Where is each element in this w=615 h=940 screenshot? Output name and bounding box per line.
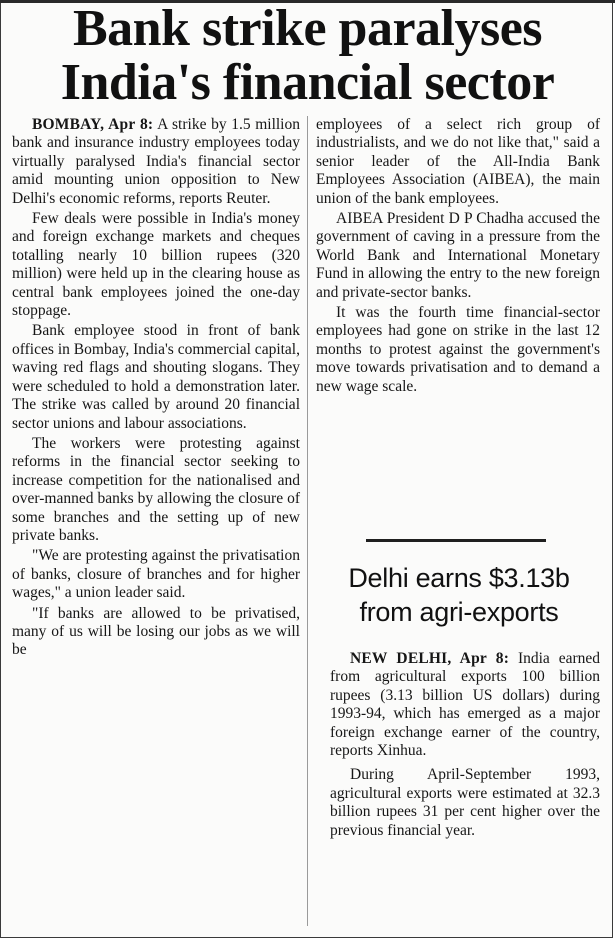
second-article-paragraph-2: During April-September 1993, agricultural exports were estimated at 32.3 billion rupees 31 per cent higher over the previous financial year. (330, 766, 600, 839)
main-article-paragraph-3: Bank employee stood in front of bank offices in Bombay, India's commercial capital, waving red flags and shouting slogans. They were scheduled to hold a demonstration later. The strike was called by around 20 financial sector unions and labour associations. (12, 322, 300, 432)
main-article-column-2 (316, 116, 600, 398)
second-headline (318, 561, 600, 629)
main-headline (0, 2, 615, 110)
main-article-dateline: BOMBAY, Apr 8: (32, 116, 154, 133)
column-rule (307, 116, 308, 926)
main-article-paragraph-2: Few deals were possible in India's money and foreign exchange markets and cheques totalling nearly 10 billion rupees (320 million) were held up in the clearing house as central bank employees joined the one-day stoppage. (12, 210, 300, 320)
main-article-paragraph-6: "If banks are allowed to be privatised, many of us will be losing our jobs as we will be (12, 604, 300, 659)
main-article-paragraph-5: "We are protesting against the privatisation of banks, closure of branches and for higher wages," a union leader said. (12, 547, 300, 602)
second-article-dateline: NEW DELHI, Apr 8: (350, 650, 510, 667)
second-article-paragraph-1-text: India earned from agricultural exports 100 billion rupees (3.13 billion US dollars) during 1993-94, which has emerged as a major foreign exchange earner of the country, reports Xinhua. (330, 650, 600, 760)
second-article-paragraph-1 (330, 650, 600, 760)
main-article-paragraph-7: AIBEA President D P Chadha accused the government of caving in a pressure from the World Bank and International Monetary Fund in allowing the entry to the new foreign and private-sector banks. (316, 210, 600, 301)
main-article-paragraph-8: It was the fourth time financial-sector employees had gone on strike in the last 12 months to protest against the government's move towards privatisation and to demand a new wage scale. (316, 304, 600, 395)
main-article-paragraph-6-continued: employees of a select rich group of industrialists, and we do not like that," said a senior leader of the All-India Bank Employees Association (AIBEA), the main union of the bank employees. (316, 116, 600, 207)
main-headline-line-2: India's financial sector (60, 54, 555, 111)
main-article-paragraph-1-text: A strike by 1.5 million bank and insurance industry employees today virtually paralysed India's financial sector amid mounting union opposition to New Delhi's economic reforms, reports Reuter. (12, 116, 300, 207)
second-headline-line-1: Delhi earns $3.13b (348, 563, 570, 593)
main-article-paragraph-4: The workers were protesting against reforms in the financial sector seeking to increase competition for the nationalised and over-manned banks by allowing the closure of some branches and the setting up of new private banks. (12, 434, 300, 544)
second-article-body (330, 650, 600, 846)
second-headline-line-2: from agri-exports (359, 597, 559, 627)
main-article-column-1 (12, 116, 300, 662)
main-headline-line-1: Bank strike paralyses (72, 0, 543, 57)
article-separator (366, 539, 546, 542)
main-article-paragraph-1 (12, 116, 300, 208)
